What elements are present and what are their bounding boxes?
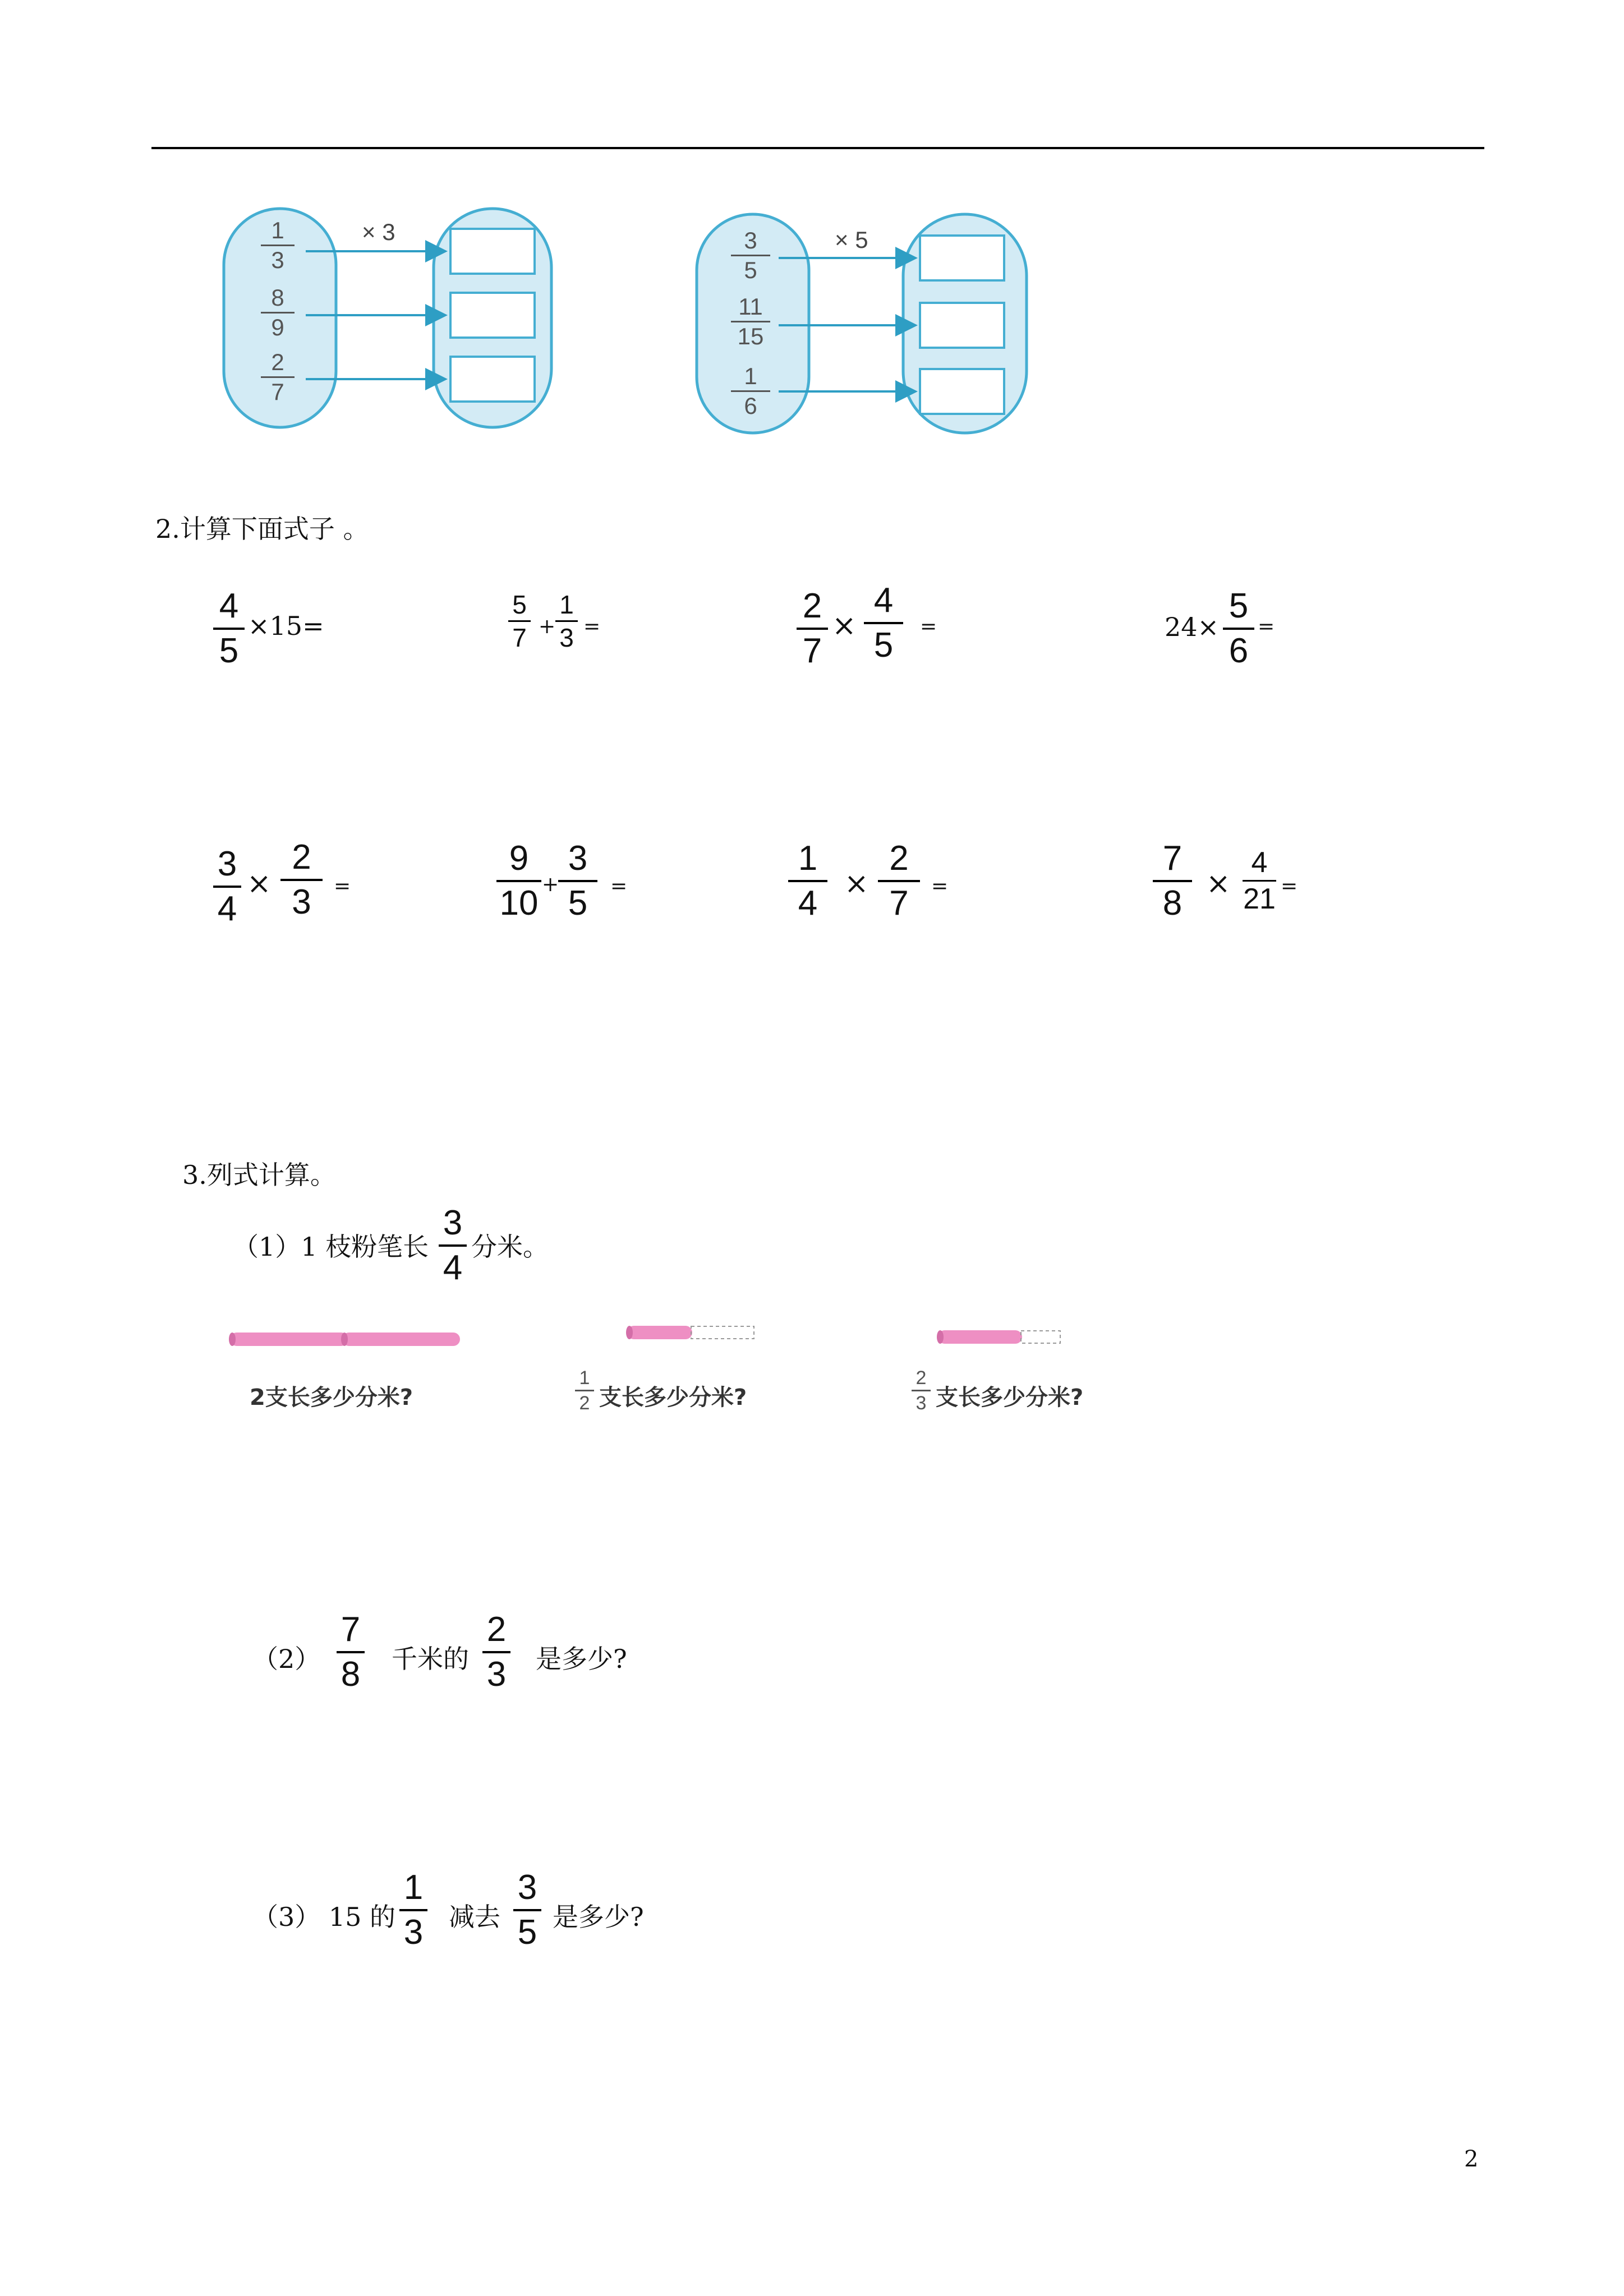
chalk-question-2: 支长多少分米? <box>599 1385 747 1410</box>
answer-box[interactable] <box>450 229 535 274</box>
chalk-two-thirds <box>938 1330 1022 1344</box>
problem-1-label: （1）1 枝粉笔长 <box>233 1232 429 1262</box>
chalk-outline <box>1021 1331 1060 1343</box>
chalk-stick <box>342 1333 460 1346</box>
equals: = <box>931 875 949 898</box>
fraction: 1 3 <box>555 592 578 651</box>
chalk-drawings <box>224 1318 1150 1363</box>
operator: + <box>539 615 556 638</box>
equals: = <box>583 615 601 638</box>
fraction: 3 5 <box>558 841 597 921</box>
answer-box[interactable] <box>920 303 1004 348</box>
chalk-question-3: 支长多少分米? <box>936 1385 1084 1410</box>
fraction: 9 10 <box>496 841 541 921</box>
fraction: 5 7 <box>508 592 531 651</box>
diagram-times-3 <box>222 202 569 437</box>
input-fraction: 3 5 <box>731 229 770 282</box>
question-2-heading: 2.计算下面式子 。 <box>155 514 369 544</box>
problem-2-text: 千米的 <box>392 1644 469 1674</box>
operator-text: 24× <box>1165 612 1220 642</box>
chalk-question-1: 2支长多少分米? <box>250 1385 413 1410</box>
fraction: 5 6 <box>1223 589 1254 668</box>
fraction: 7 8 <box>1153 841 1192 921</box>
input-fraction: 1 6 <box>731 365 770 418</box>
header-rule <box>151 147 1484 149</box>
operation-label: × 3 <box>362 219 395 245</box>
equals: = <box>920 615 937 638</box>
operator: × <box>844 867 869 901</box>
fraction: 1 4 <box>788 841 827 921</box>
fraction: 4 5 <box>864 583 903 663</box>
answer-box[interactable] <box>450 357 535 402</box>
equals: = <box>610 875 628 898</box>
answer-box[interactable] <box>920 236 1004 280</box>
answer-box[interactable] <box>920 369 1004 414</box>
problem-3-text: 减去 <box>449 1902 500 1932</box>
operation-label: × 5 <box>835 227 868 253</box>
input-fraction: 2 7 <box>261 351 295 404</box>
chalk-stick <box>230 1333 348 1346</box>
diagram-times-5 <box>694 206 1042 442</box>
question-3-heading: 3.列式计算。 <box>182 1160 336 1190</box>
fraction: 7 8 <box>337 1612 365 1692</box>
fraction: 2 3 <box>280 840 323 920</box>
fraction: 3 5 <box>513 1870 541 1950</box>
input-fraction: 8 9 <box>261 286 295 339</box>
problem-3-end: 是多少? <box>553 1902 644 1932</box>
fraction: 1 2 <box>575 1368 594 1413</box>
fraction: 4 21 <box>1243 846 1276 915</box>
chalk-half <box>627 1326 692 1339</box>
input-fraction: 1 3 <box>261 219 295 272</box>
operator-text: ×15= <box>248 611 324 641</box>
chalk-illustration <box>224 1318 1150 1453</box>
operator: × <box>247 867 272 901</box>
problem-2-end: 是多少? <box>536 1644 627 1674</box>
fraction: 4 5 <box>213 589 245 668</box>
equals: = <box>1258 615 1275 638</box>
operator: × <box>1206 867 1231 901</box>
fraction: 2 7 <box>797 589 828 668</box>
equals: = <box>1281 875 1298 898</box>
fraction: 3 4 <box>439 1206 467 1285</box>
page-number: 2 <box>1464 2146 1479 2172</box>
fraction: 1 3 <box>399 1870 427 1950</box>
problem-1-unit: 分米。 <box>471 1232 549 1262</box>
answer-box[interactable] <box>450 293 535 338</box>
operator: × <box>832 609 857 643</box>
input-fraction: 11 15 <box>731 295 770 348</box>
fraction: 2 3 <box>912 1368 931 1413</box>
fraction: 2 3 <box>482 1612 510 1692</box>
fraction: 2 7 <box>878 841 920 921</box>
operator: + <box>542 873 559 896</box>
equals: = <box>334 875 351 898</box>
chalk-outline <box>691 1326 754 1339</box>
problem-2-label: （2） <box>252 1644 321 1674</box>
fraction: 3 4 <box>213 847 241 926</box>
problem-3-label: （3） 15 的 <box>252 1902 396 1932</box>
